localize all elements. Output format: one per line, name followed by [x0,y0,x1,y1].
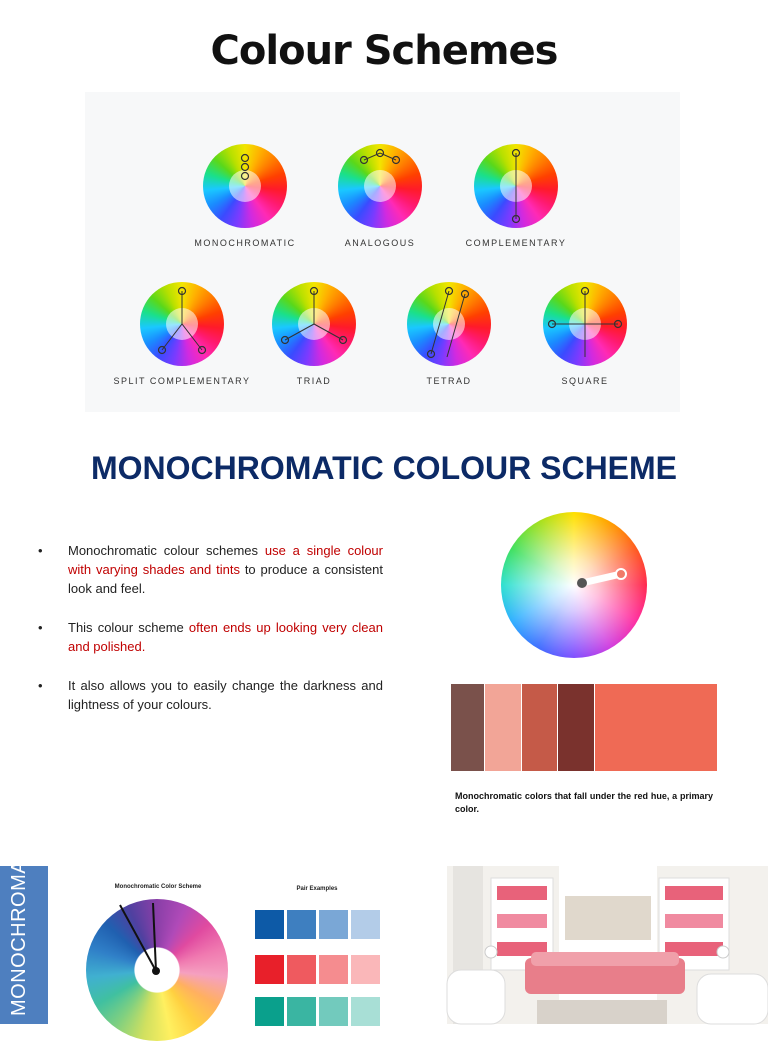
red-palette-swatches [451,684,717,771]
wheel-label-triad: TRIAD [296,376,332,386]
pair-swatch [319,910,348,939]
bullet-3: • It also allows you to easily change the darkness and lightness of your colours. [38,678,383,712]
pair-swatch [351,910,380,939]
page-title: Colour Schemes [210,28,558,74]
palette-swatch [451,684,485,771]
wheel-label-monochromatic: MONOCHROMATIC [194,238,296,248]
split-complementary-wheel [140,282,224,366]
bullet-1: • Monochromatic colour schemes use a single colour with varying shades and tints to produce a consistent look and feel. [38,543,383,596]
living-room-photo [447,866,768,1024]
pair-swatch [287,955,316,984]
tetrad-wheel [407,282,491,366]
pair-swatch [319,955,348,984]
bullet-2: • This colour scheme often ends up looking very clean and polished. [38,620,383,654]
side-section-label: MONOCHROMATIC COLOUR SCHEME [0,866,48,1024]
pair-examples-title: Pair Examples [296,886,338,892]
palette-swatch [595,684,717,771]
pair-row-red [255,955,380,984]
wheel-label-analogous: ANALOGOUS [344,238,416,248]
pair-swatch [287,910,316,939]
pair-swatch [287,997,316,1026]
square-wheel [543,282,627,366]
pair-swatch [255,997,284,1026]
wheel-label-complementary: COMPLEMENTARY [465,238,567,248]
colour-wheel-picker-icon [501,512,647,658]
triad-wheel [272,282,356,366]
pair-row-teal [255,997,380,1026]
palette-swatch [485,684,521,771]
mini-colour-wheel-icon [86,899,228,1041]
mini-chart-title: Monochromatic Color Scheme [114,884,202,890]
analogous-wheel [338,144,422,228]
colour-wheels-panel [85,92,680,412]
pair-swatch [351,997,380,1026]
palette-swatch [558,684,594,771]
pair-row-blue [255,910,380,939]
wheel-label-square: SQUARE [561,376,609,386]
complementary-wheel [474,144,558,228]
pair-swatch [255,910,284,939]
section-title: MONOCHROMATIC COLOUR SCHEME [90,450,678,486]
wheel-label-tetrad: TETRAD [426,376,472,386]
pair-swatch [319,997,348,1026]
palette-swatch [522,684,558,771]
pair-swatch [351,955,380,984]
monochromatic-wheel [203,144,287,228]
pair-swatch [255,955,284,984]
wheel-label-split-complementary: SPLIT COMPLEMENTARY [113,376,251,386]
palette-caption: Monochromatic colors that fall under the red hue, a primary color. [455,791,713,814]
